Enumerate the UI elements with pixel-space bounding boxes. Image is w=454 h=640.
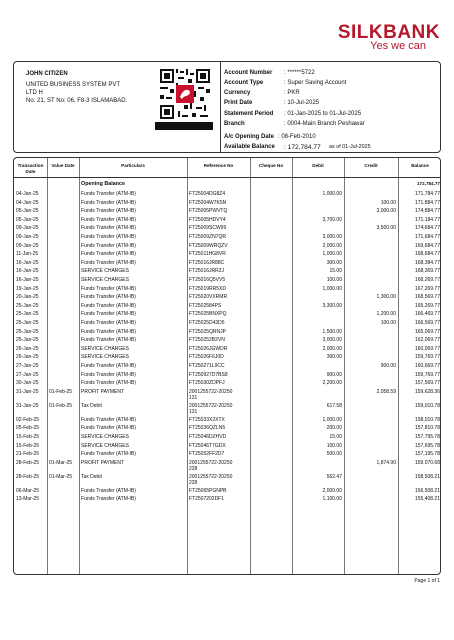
particulars: Funds Transfer (ATM-IB) xyxy=(81,451,136,458)
debit-amount: 15.00 xyxy=(329,434,342,440)
debit-amount: 1,500.00 xyxy=(322,328,342,335)
bank-tagline: Yes we can xyxy=(370,40,426,52)
print-date-label: Print Date xyxy=(224,100,253,106)
table-row xyxy=(14,459,441,472)
particulars: Funds Transfer (ATM-IB) xyxy=(81,363,136,369)
header-value-date: Value Date xyxy=(51,163,75,168)
value-date: 01-Feb-25 xyxy=(49,388,73,395)
transaction-date: 26-Jan-25 xyxy=(16,354,39,361)
value-date: 01-Mar-25 xyxy=(49,473,73,480)
reference-number: FT25033X2XTX xyxy=(189,416,225,423)
customer-name: JOHN CITIZEN xyxy=(26,71,68,77)
debit-amount: 2,000.00 xyxy=(322,345,342,352)
table-row xyxy=(14,363,441,371)
transaction-date: 31-Jan-25 xyxy=(16,388,39,395)
credit-amount: 2,058.59 xyxy=(376,388,396,395)
table-row xyxy=(14,372,441,380)
reference-number: FT2507202DF1 xyxy=(189,496,225,503)
value-date: 01-Mar-25 xyxy=(49,459,73,466)
table-row xyxy=(14,329,441,337)
reference-number: FT25046T7GDX xyxy=(189,442,226,449)
reference-number: FT25016JRR2J xyxy=(189,268,225,275)
particulars: SERVICE CHARGES xyxy=(81,345,129,352)
credit-amount: 1,874.90 xyxy=(376,459,396,466)
table-row xyxy=(14,402,441,415)
table-row xyxy=(14,251,441,259)
table-row xyxy=(14,443,441,451)
reference-number: 2001255722-20250 131 xyxy=(189,388,233,401)
particulars: Funds Transfer (ATM-IB) xyxy=(81,416,136,423)
debit-amount: 3,700.00 xyxy=(322,216,342,223)
branch-value: : 0004-Main Branch Peshawar xyxy=(284,121,365,127)
table-row xyxy=(14,346,441,354)
balance-amount: 168,684.77 xyxy=(414,251,440,258)
particulars: Funds Transfer (ATM-IB) xyxy=(81,311,136,318)
balance-amount: 158,508.21 xyxy=(414,473,440,480)
debit-amount: 1,100.00 xyxy=(322,496,342,503)
reference-number: FT25030ZDPFJ xyxy=(189,380,225,387)
balance-amount: 159,769.77 xyxy=(414,354,440,361)
debit-amount: 1,000.00 xyxy=(322,416,342,423)
balance-amount: 156,508.21 xyxy=(414,487,440,494)
debit-amount: 200.00 xyxy=(326,425,342,432)
reference-number: FT25025D43D5 xyxy=(189,320,225,326)
table-row xyxy=(14,277,441,285)
debit-amount: 100.00 xyxy=(326,442,342,449)
customer-address-line: LTD H xyxy=(26,90,43,96)
table-row xyxy=(14,286,441,294)
reference-number: 2001255722-20250 228 xyxy=(189,459,233,472)
transaction-date: 04-Jan-25 xyxy=(16,199,39,206)
bank-name: SILKBANK xyxy=(337,22,440,43)
reference-number: FT2502584PS xyxy=(189,302,222,309)
available-balance-label: Available Balance xyxy=(224,144,275,150)
balance-amount: 159,628.36 xyxy=(414,388,440,395)
value-date: 01-Feb-25 xyxy=(49,402,73,409)
particulars: PROFIT PAYMENT xyxy=(81,388,125,395)
reference-number: FT25052FF2D7 xyxy=(189,451,225,458)
balance-amount: 159,010.78 xyxy=(414,402,440,409)
table-row xyxy=(14,243,441,251)
table-row xyxy=(14,388,441,401)
header-debit: Debit xyxy=(312,163,324,168)
reference-number: FT250271L9CC xyxy=(189,363,225,369)
debit-amount: 100.00 xyxy=(326,277,342,283)
transaction-date: 16-Jan-25 xyxy=(16,259,39,266)
table-row xyxy=(14,268,441,276)
debit-amount: 2,000.00 xyxy=(322,242,342,249)
table-row xyxy=(14,451,441,459)
transaction-date: 26-Jan-25 xyxy=(16,345,39,352)
customer-address-line: No: 21, ST No: 06, F8-3 ISLAMABAD. xyxy=(26,98,128,104)
particulars: Tax Debit xyxy=(81,473,102,480)
reference-number: FT25025BNXPQ xyxy=(189,311,227,318)
reference-number: FT25020VXRMR xyxy=(189,294,228,301)
reference-number: FT25004W7K5N xyxy=(189,199,227,206)
debit-amount: 15.00 xyxy=(329,268,342,275)
reference-number: 2001255722-20250 228 xyxy=(189,473,233,486)
balance-amount: 157,810.78 xyxy=(414,425,440,432)
particulars: Funds Transfer (ATM-IB) xyxy=(81,251,136,258)
particulars: Funds Transfer (ATM-IB) xyxy=(81,191,136,197)
reference-number: FT25009WRQZV xyxy=(189,242,228,249)
debit-amount: 1,000.00 xyxy=(322,285,342,292)
header-transaction-date: Transaction Date xyxy=(17,163,44,174)
balance-amount: 160,069.77 xyxy=(414,345,440,352)
qr-code-icon xyxy=(160,69,210,119)
balance-amount: 159,070.68 xyxy=(414,459,440,466)
reference-number: FT25036QZLN5 xyxy=(189,425,226,432)
header-reference: Reference No xyxy=(203,163,234,168)
table-row xyxy=(14,337,441,345)
particulars: Funds Transfer (ATM-IB) xyxy=(81,337,136,344)
table-row xyxy=(14,303,441,311)
reference-number: FT25016Q5VV5 xyxy=(189,277,226,283)
debit-amount: 2,000.00 xyxy=(322,487,342,494)
reference-number: FT25025QRNJP xyxy=(189,328,226,335)
debit-amount: 2,200.00 xyxy=(322,380,342,387)
table-row xyxy=(14,294,441,302)
branch-label: Branch xyxy=(224,121,245,127)
table-row xyxy=(14,380,441,388)
particulars: Funds Transfer (ATM-IB) xyxy=(81,208,136,215)
table-row xyxy=(14,234,441,242)
particulars: PROFIT PAYMENT xyxy=(81,459,125,466)
balance-amount: 168,569.77 xyxy=(414,294,440,301)
particulars: Tax Debit xyxy=(81,402,102,409)
reference-number: 2001255722-20250 131 xyxy=(189,402,233,415)
balance-amount: 174,884.77 xyxy=(414,208,440,215)
statement-period-value: : 01-Jan-2025 to 01-Jul-2025 xyxy=(284,111,362,117)
particulars: Funds Transfer (ATM-IB) xyxy=(81,294,136,301)
statement-period-label: Statement Period xyxy=(224,111,274,117)
balance-amount: 171,184.77 xyxy=(414,216,440,223)
print-date-value: : 10-Jul-2025 xyxy=(284,100,320,106)
particulars: Funds Transfer (ATM-IB) xyxy=(81,216,136,223)
opening-date-label: A/c Opening Date xyxy=(224,134,275,140)
opening-balance-label: Opening Balance xyxy=(81,181,126,187)
transaction-date: 04-Jan-25 xyxy=(16,191,39,197)
particulars: SERVICE CHARGES xyxy=(81,354,129,361)
transaction-date: 16-Jan-25 xyxy=(16,268,39,275)
customer-block xyxy=(26,70,127,105)
debit-amount: 3,300.00 xyxy=(322,302,342,309)
transaction-date: 25-Jan-25 xyxy=(16,302,39,309)
table-row xyxy=(14,320,441,328)
debit-amount: 500.00 xyxy=(326,451,342,458)
debit-amount: 300.00 xyxy=(326,354,342,361)
particulars: Funds Transfer (ATM-IB) xyxy=(81,380,136,387)
header-separator xyxy=(14,177,440,178)
transaction-date: 30-Jan-25 xyxy=(16,380,39,387)
redacted-block xyxy=(155,122,213,130)
particulars: Funds Transfer (ATM-IB) xyxy=(81,302,136,309)
balance-amount: 166,569.77 xyxy=(414,320,440,326)
transaction-date: 31-Jan-25 xyxy=(16,402,39,409)
transaction-date: 25-Jan-25 xyxy=(16,320,39,326)
transaction-date: 15-Feb-25 xyxy=(16,442,40,449)
table-row xyxy=(14,217,441,225)
balance-amount: 167,269.77 xyxy=(414,285,440,292)
credit-amount: 3,000.00 xyxy=(376,208,396,215)
transaction-date: 21-Feb-25 xyxy=(16,451,40,458)
balance-amount: 157,569.77 xyxy=(414,380,440,387)
balance-amount: 157,695.78 xyxy=(414,442,440,449)
balance-amount: 171,684.77 xyxy=(414,234,440,240)
balance-amount: 157,195.78 xyxy=(414,451,440,458)
balance-amount: 157,795.78 xyxy=(414,434,440,440)
available-balance-value: : 172,784.77 xyxy=(284,144,321,151)
transaction-date: 25-Jan-25 xyxy=(16,337,39,344)
currency-value: : PKR xyxy=(284,90,300,96)
header-divider xyxy=(220,61,221,153)
account-number-label: Account Number xyxy=(224,70,273,76)
credit-amount: 100.00 xyxy=(380,199,396,206)
debit-amount: 1,000.00 xyxy=(322,251,342,258)
transaction-date: 13-Mar-25 xyxy=(16,496,40,503)
header-cheque: Cheque No xyxy=(258,163,284,168)
reference-number: FT25019RR5XD xyxy=(189,285,226,292)
silkbank-logo xyxy=(300,22,440,58)
transaction-date: 09-Jan-25 xyxy=(16,234,39,240)
table-row xyxy=(14,354,441,362)
credit-amount: 3,500.00 xyxy=(376,225,396,232)
particulars: Funds Transfer (ATM-IB) xyxy=(81,320,136,326)
debit-amount: 1,000.00 xyxy=(322,191,342,197)
transaction-date: 05-Jan-25 xyxy=(16,216,39,223)
debit-amount: 3,000.00 xyxy=(322,234,342,240)
transaction-date: 09-Jan-25 xyxy=(16,225,39,232)
credit-amount: 1,300.00 xyxy=(376,294,396,301)
account-type-label: Account Type xyxy=(224,80,264,86)
particulars: Funds Transfer (ATM-IB) xyxy=(81,496,136,503)
transaction-date: 25-Jan-25 xyxy=(16,328,39,335)
particulars: SERVICE CHARGES xyxy=(81,434,129,440)
transaction-date: 06-Mar-25 xyxy=(16,487,40,494)
reference-number: FT25065PGNPB xyxy=(189,487,227,494)
reference-number: FT25046DZHVD xyxy=(189,434,227,440)
balance-amount: 165,269.77 xyxy=(414,302,440,309)
table-row xyxy=(14,434,441,442)
transaction-date: 19-Jan-25 xyxy=(16,285,39,292)
reference-number: FT25009ZN7QR xyxy=(189,234,226,240)
table-row xyxy=(14,496,441,504)
reference-number: FT25004DG8Z4 xyxy=(189,191,226,197)
header-balance: Balance xyxy=(411,163,429,168)
reference-number: FT250927D7BS8 xyxy=(189,371,228,378)
reference-number: FT25026JGWDR xyxy=(189,345,228,352)
particulars: Funds Transfer (ATM-IB) xyxy=(81,328,136,335)
credit-amount: 100.00 xyxy=(380,320,396,326)
transaction-date: 15-Feb-25 xyxy=(16,434,40,440)
opening-date-value: : 08-Feb-2010 xyxy=(278,134,316,140)
table-row xyxy=(14,208,441,216)
particulars: Funds Transfer (ATM-IB) xyxy=(81,285,136,292)
available-balance-as-of: as of 01-Jul-2025 xyxy=(329,144,371,150)
customer-address-line: UNITED BUSINESS SYSTEM PVT xyxy=(26,82,121,88)
table-row xyxy=(14,488,441,496)
debit-amount: 900.00 xyxy=(326,371,342,378)
reference-number: FT25026F6J0D xyxy=(189,354,224,361)
balance-amount: 174,684.77 xyxy=(414,225,440,232)
particulars: Funds Transfer (ATM-IB) xyxy=(81,242,136,249)
transaction-date: 11-Jan-25 xyxy=(16,251,39,258)
balance-amount: 162,069.77 xyxy=(414,337,440,344)
balance-amount: 159,769.77 xyxy=(414,371,440,378)
particulars: Funds Transfer (ATM-IB) xyxy=(81,259,136,266)
particulars: Funds Transfer (ATM-IB) xyxy=(81,371,136,378)
header-credit: Credit xyxy=(364,163,378,168)
table-row xyxy=(14,200,441,208)
table-row xyxy=(14,260,441,268)
opening-balance-value: 172,784.77 xyxy=(417,181,440,186)
balance-amount: 155,408.21 xyxy=(414,496,440,503)
table-row xyxy=(14,417,441,425)
transaction-date: 28-Feb-25 xyxy=(16,459,40,466)
credit-amount: 1,200.00 xyxy=(376,311,396,318)
reference-number: FT25005HDVY4 xyxy=(189,216,226,223)
reference-number: FT25011HG8VR xyxy=(189,251,226,258)
particulars: SERVICE CHARGES xyxy=(81,268,129,275)
opening-balance-row xyxy=(14,181,441,189)
table-row xyxy=(14,311,441,319)
particulars: Funds Transfer (ATM-IB) xyxy=(81,234,136,240)
transaction-date: 27-Jan-25 xyxy=(16,363,39,369)
reference-number: FT250252B2VN xyxy=(189,337,225,344)
transaction-date: 05-Feb-25 xyxy=(16,425,40,432)
balance-amount: 166,469.77 xyxy=(414,311,440,318)
credit-amount: 900.00 xyxy=(380,363,396,369)
table-row xyxy=(14,473,441,486)
reference-number: FT25016JR88C xyxy=(189,259,225,266)
page-number: Page 1 of 1 xyxy=(414,578,440,584)
transaction-date: 20-Jan-25 xyxy=(16,294,39,301)
balance-amount: 160,669.77 xyxy=(414,363,440,369)
debit-amount: 300.00 xyxy=(326,259,342,266)
account-type-value: : Super Saving Account xyxy=(284,80,347,86)
balance-amount: 171,784.77 xyxy=(414,191,440,197)
debit-amount: 617.58 xyxy=(326,402,342,409)
currency-label: Currency xyxy=(224,90,251,96)
debit-amount: 562.47 xyxy=(326,473,342,480)
particulars: Funds Transfer (ATM-IB) xyxy=(81,425,136,432)
particulars: Funds Transfer (ATM-IB) xyxy=(81,199,136,206)
balance-amount: 158,010.78 xyxy=(414,416,440,423)
particulars: SERVICE CHARGES xyxy=(81,442,129,449)
reference-number: FT25009SCW99 xyxy=(189,225,227,232)
transaction-date: 16-Jan-25 xyxy=(16,277,39,283)
table-row xyxy=(14,191,441,199)
transaction-date: 05-Jan-25 xyxy=(16,208,39,215)
transaction-date: 27-Jan-25 xyxy=(16,371,39,378)
transaction-date: 28-Feb-25 xyxy=(16,473,40,480)
balance-amount: 168,269.77 xyxy=(414,277,440,283)
debit-amount: 3,000.00 xyxy=(322,337,342,344)
header-particulars: Particulars xyxy=(121,163,145,168)
transaction-date: 09-Jan-25 xyxy=(16,242,39,249)
transactions-table xyxy=(13,157,441,575)
transaction-date: 25-Jan-25 xyxy=(16,311,39,318)
particulars: Funds Transfer (ATM-IB) xyxy=(81,487,136,494)
transaction-date: 02-Feb-25 xyxy=(16,416,40,423)
account-number-value: : ******5722 xyxy=(284,70,315,76)
balance-amount: 168,384.77 xyxy=(414,259,440,266)
balance-amount: 169,684.77 xyxy=(414,242,440,249)
balance-amount: 168,369.77 xyxy=(414,268,440,275)
particulars: Funds Transfer (ATM-IB) xyxy=(81,225,136,232)
reference-number: FT25005PWVTQ xyxy=(189,208,228,215)
table-row xyxy=(14,225,441,233)
particulars: SERVICE CHARGES xyxy=(81,277,129,283)
balance-amount: 165,069.77 xyxy=(414,328,440,335)
balance-amount: 171,884.77 xyxy=(414,199,440,206)
table-row xyxy=(14,425,441,433)
